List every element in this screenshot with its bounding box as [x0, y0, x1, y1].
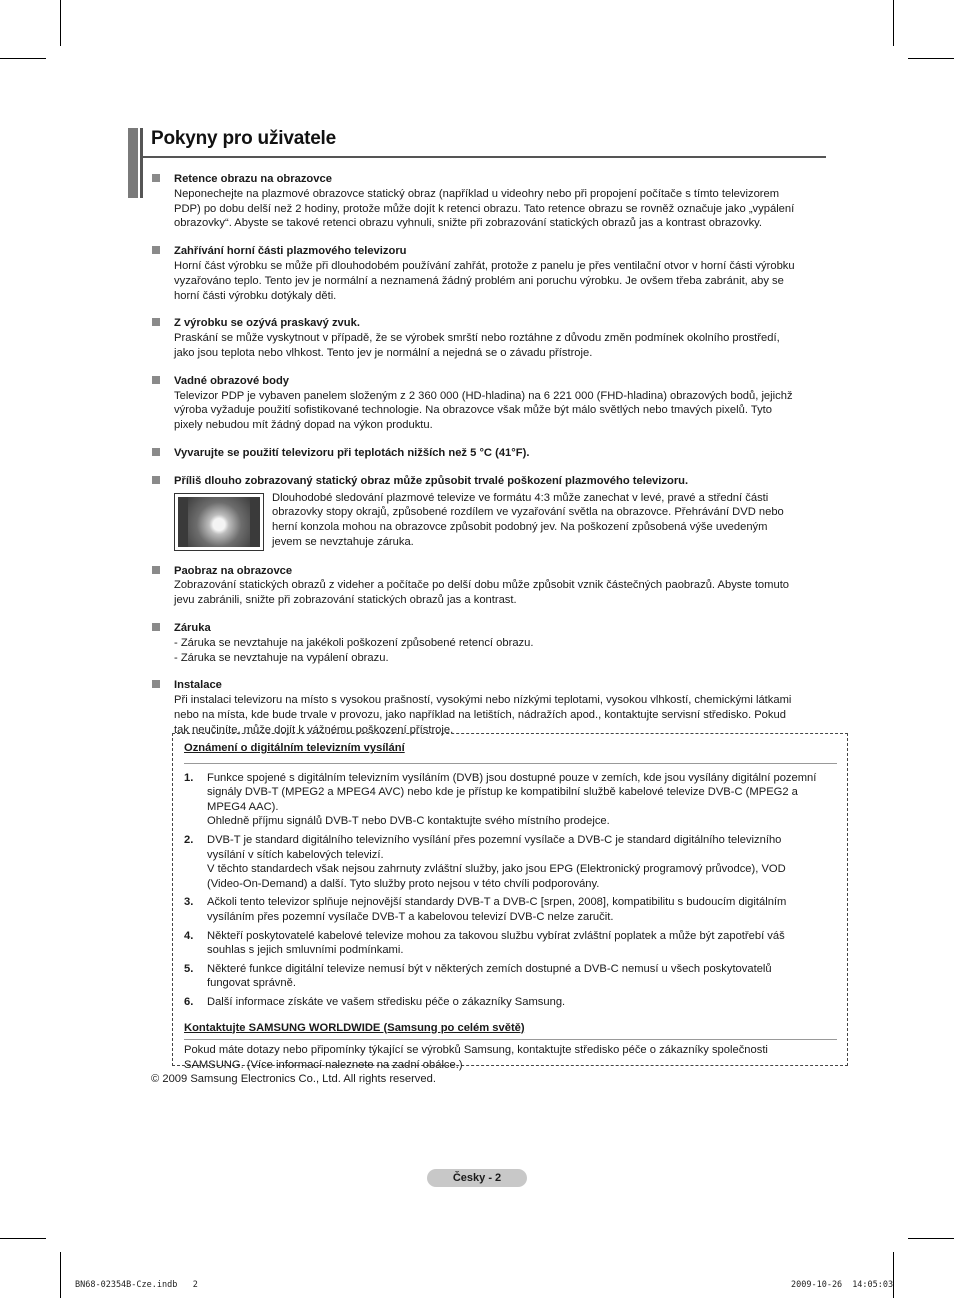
square-bullet-icon: [152, 318, 160, 326]
square-bullet-icon: [152, 246, 160, 254]
instructions-list: [152, 172, 828, 751]
section-cracking-sound: [152, 316, 828, 360]
crop-mark: [60, 0, 61, 46]
dvb-notice-box: [172, 733, 848, 1071]
contact-title: Kontaktujte SAMSUNG WORLDWIDE (Samsung po celém světě): [184, 1021, 525, 1034]
title-rule: [143, 156, 826, 158]
item-text: Funkce spojené s digitálním televizním vysíláním (DVB) jsou dostupné pouze v zemích, kde jsou vysílány digitální pozemní signály DVB-T (MPEG2 a MPEG4 AVC) nebo kde je přístup ke kompatibilní službě kabelové televize DVB-C (MPEG2 a MPEG4 AAC). Ohledně příjmu signálů DVB-T nebo DVB-C kontaktujte svého místního prodejce.: [207, 771, 817, 828]
section-heating: [152, 244, 828, 303]
list-item: [184, 962, 837, 991]
square-bullet-icon: [152, 376, 160, 384]
item-text: Další informace získáte ve vašem středisku péče o zákazníky Samsung.: [207, 995, 566, 1008]
list-item: [184, 771, 837, 829]
tv-screen-image: [174, 493, 264, 551]
section-title: Retence obrazu na obrazovce: [174, 173, 332, 185]
square-bullet-icon: [152, 476, 160, 484]
section-body: Neponechejte na plazmové obrazovce statický obraz (například u videohry nebo při propojení počítače s tímto televizorem PDP) po dobu delší než 2 hodiny, protože může dojít k retenci obrazu. Tato retence obrazu se rovněž označuje jako „vypálení obrazovky“. Abyste se takové retenci obrazu vyhnuli, snižte při zobrazování statických obrazů jas a kontrast obrazovky.: [174, 187, 795, 230]
item-text: Některé funkce digitální televize nemusí být v některých zemích dostupné a DVB-C nemusí u všech poskytovatelů fungovat správně.: [207, 962, 772, 990]
footer-file-name: BN68-02354B-Cze.indb 2: [75, 1280, 198, 1290]
square-bullet-icon: [152, 623, 160, 631]
contact-body: Pokud máte dotazy nebo připomínky týkající se výrobků Samsung, kontaktujte středisko péče o zákazníky společnosti SAMSUNG. (Více informací naleznete na zadní obálce.): [184, 1044, 768, 1071]
square-bullet-icon: [152, 448, 160, 456]
footer-date: 2009-10-26: [791, 1280, 843, 1290]
footer-timestamp: [791, 1280, 893, 1290]
section-title: Z výrobku se ozývá praskavý zvuk.: [174, 317, 360, 330]
crop-mark: [0, 58, 46, 59]
section-title: Zahřívání horní části plazmového televizoru: [174, 245, 407, 258]
section-title: Instalace: [174, 679, 222, 692]
section-defective-pixels: [152, 374, 828, 433]
flower-picture: [178, 497, 260, 547]
section-body: Dlouhodobé sledování plazmové televize ve formátu 4:3 může zanechat v levé, pravé a střední části obrazovky stopy okrajů, způsobené rozdílem ve vyzařování světla na obrazovce. Přehrávání DVD nebo herní konzola mohou na obrazovce způsobit podobný jev. Na poškození způsobená výše uvedeným jevem se nevztahuje záruka.: [272, 491, 784, 548]
section-installation: [152, 678, 828, 737]
heading-accent-bar: [128, 128, 138, 198]
item-number: 4.: [184, 929, 194, 942]
square-bullet-icon: [152, 174, 160, 182]
section-title: Paobraz na obrazovce: [174, 564, 293, 577]
section-low-temperature: [152, 446, 828, 461]
crop-mark: [893, 1252, 894, 1298]
crop-mark: [908, 58, 954, 59]
item-number: 2.: [184, 833, 194, 846]
page-title: Pokyny pro uživatele: [151, 128, 337, 149]
section-title: Vadné obrazové body: [174, 374, 290, 387]
crop-mark: [908, 1238, 954, 1239]
heading-accent-bar: [140, 128, 143, 198]
section-body: - Záruka se nevztahuje na jakékoli poškození způsobené retencí obrazu. - Záruka se nevztahuje na vypálení obrazu.: [174, 636, 534, 664]
item-number: 1.: [184, 771, 194, 784]
crop-mark: [893, 0, 894, 46]
list-item: [184, 895, 837, 924]
crop-mark: [60, 1252, 61, 1298]
section-body: Při instalaci televizoru na místo s vysokou prašností, vysokými nebo nízkými teplotami, vysokou vlhkostí, chemickými látkami nebo na místa, kde bude trvale v provozu, jako například na letištích, nádražích apod., kontaktujte servisní středisko. Pokud tak neučiníte, může dojít k vážnému poškození přístroje.: [174, 694, 792, 736]
section-image-retention: [152, 172, 828, 231]
item-number: 3.: [184, 896, 194, 909]
divider: [184, 1039, 837, 1040]
square-bullet-icon: [152, 680, 160, 688]
section-title: Záruka: [174, 621, 211, 634]
item-number: 5.: [184, 962, 194, 975]
section-body: Praskání se může vyskytnout v případě, že se výrobek smrští nebo roztáhne z důvodu změn podmínek okolního prostředí, jako jsou teplota nebo vlhkost. Tento jev je normální a nejedná se o závadu přístroje.: [174, 332, 780, 359]
section-warranty: [152, 621, 828, 665]
list-item: [184, 929, 837, 958]
crop-mark: [0, 1238, 46, 1239]
footer-time: 14:05:03: [852, 1280, 894, 1290]
square-bullet-icon: [152, 566, 160, 574]
section-body: Zobrazování statických obrazů z videher a počítače po delší dobu může způsobit vznik částečných paobrazů. Abyste tomuto jevu zabránili, snižte při zobrazování statických obrazů jas a kontrast.: [174, 579, 790, 607]
item-number: 6.: [184, 995, 194, 1008]
list-item: [184, 995, 837, 1010]
section-body: Horní část výrobku se může při dlouhodobém používání zahřát, protože z panelu je přes ventilační otvor v horní části výrobku vyzařováno teplo. Tento jev je normální a neznamená žádný problém ani poruchu výrobku. Je ovšem třeba zabránit, aby se horní části výrobku dotýkaly děti.: [174, 259, 795, 302]
section-title: Příliš dlouho zobrazovaný statický obraz může způsobit trvalé poškození plazmového televizoru.: [174, 474, 689, 487]
notice-title: Oznámení o digitálním televizním vysílání: [184, 742, 405, 754]
section-body: Televizor PDP je vybaven panelem složeným z 2 360 000 (HD-hladina) na 6 221 000 (FHD-hladina) obrazových bodů, jejichž výroba vyžaduje použití sofistikované technologie. Na obrazovce však může být málo světlých nebo tmavých pixelů. Tyto pixely nebudou mít žádný dopad na výkon produktu.: [174, 389, 793, 432]
copyright-notice: © 2009 Samsung Electronics Co., Ltd. All rights reserved.: [151, 1073, 436, 1085]
page-number-badge: Česky - 2: [427, 1169, 527, 1187]
item-text: Někteří poskytovatelé kabelové televize mohou za takovou službu vybírat zvláštní poplatek a může být zapotřebí váš souhlas s jejich smluvními podmínkami.: [207, 929, 785, 957]
divider: [184, 763, 837, 764]
item-text: Ačkoli tento televizor splňuje nejnovější standardy DVB-T a DVB-C [srpen, 2008], kompatibilitu s budoucím digitálním vysíláním přes pozemní vysílače DVB-T a kabelovou televizí DVB-C nelze zaručit.: [207, 896, 787, 923]
item-text: DVB-T je standard digitálního televizního vysílání přes pozemní vysílače a DVB-C je standard digitálního televizního vysílání v sítích kabelových televizí. V těchto standardech však nejsou zahrnuty zvláštní služby, jako jsou EPG (Elektronický programový průvodce), VOD (Video-On-Demand) a další. Tyto služby proto nejsou v této chvíli podporovány.: [207, 833, 786, 890]
section-title: Vyvarujte se použití televizoru při teplotách nižších než 5 °C (41°F).: [174, 446, 530, 459]
list-item: [184, 833, 837, 891]
section-afterimage: [152, 564, 828, 608]
section-static-image: [152, 474, 828, 551]
